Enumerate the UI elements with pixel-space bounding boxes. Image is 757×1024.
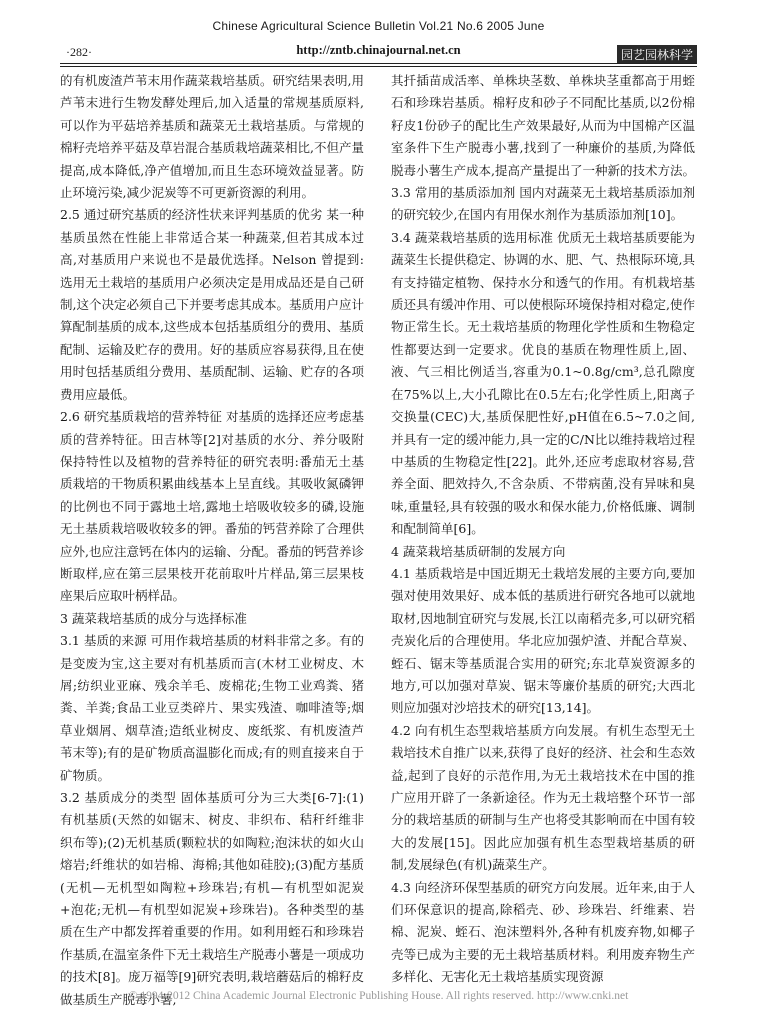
section-heading: 4 蔬菜栽培基质研制的发展方向 <box>391 543 566 559</box>
paragraph: 2.6 研究基质栽培的营养特征 对基质的选择还应考虑基质的营养特征。田吉林等[2]对基质的水分、养分吸附保持特性以及植物的营养特征的研究表明:番茄无土基质栽培的干物质积累曲线基本上呈直线。其吸收氮磷钾的比例也不同于露地土培,露地土培吸收较多的磷,设施无土基质栽培吸收较多的钾。番茄的钙营养除了合理供应外,也应注意钙在体内的运输、分配。番茄的钙营养诊断取样,应在第三层果枝开花前取叶片样品,第三层果枝座果后应取叶柄样品。 <box>60 409 364 604</box>
header-rule <box>60 63 697 64</box>
paragraph: 4.2 向有机生态型栽培基质方向发展。有机生态型无土栽培技术自推广以来,获得了良好的经济、社会和生态效益,起到了良好的示范作用,为无土栽培技术在中国的推广应用开辟了一条新途径。作为无土栽培整个环节一部分的栽培基质的研制与生产也将受其影响而在中国有较大的发展[15]。因此应加强有机生态型栽培基质的研制,发展绿色(有机)蔬菜生产。 <box>391 722 695 873</box>
paragraph: 的有机废渣芦苇末用作蔬菜栽培基质。研究结果表明,用芦苇末进行生物发酵处理后,加入适量的常规基质原料,可以作为平菇培养基质和蔬菜无土栽培基质。与常规的棉籽壳培养平菇及草岩混合基质栽培蔬菜相比,不但产量提高,成本降低,净产值增加,而且生态环境效益显著。防止环境污染,减少泥炭等不可更新资源的利用。 <box>60 73 364 201</box>
paragraph: 3.4 蔬菜栽培基质的选用标准 优质无土栽培基质要能为蔬菜生长提供稳定、协调的水、肥、气、热根际环境,具有支持锚定植物、保持水分和透气的作用。有机栽培基质还具有缓冲作用、可以使根际环境保持相对稳定,使作物正常生长。无土栽培基质的物理化学性质和生物稳定性都要达到一定要求。优良的基质在物理性质上,固、液、气三相比例适当,容重为0.1~0.8g/cm³,总孔隙度在75%以上,大小孔隙比在0.5左右;化学性质上,阳离子交换量(CEC)大,基质保肥性好,pH值在6.5~7.0之间,并具有一定的缓冲能力,具一定的C/N比以维持栽培过程中基质的生物稳定性[22]。此外,还应考虑取材容易,营养全面、肥效持久,不含杂质、不带病菌,没有异味和臭味,重量轻,具有较强的吸水和保水能力,价格低廉、调制和配制简单[6]。 <box>391 229 695 537</box>
header-rule-thin <box>60 66 697 67</box>
journal-url[interactable]: http://zntb.chinajournal.net.cn <box>296 43 461 57</box>
section-label: 园艺园林科学 <box>617 45 697 64</box>
section-heading: 3 蔬菜栽培基质的成分与选择标准 <box>60 610 247 626</box>
left-column <box>60 70 364 1011</box>
paragraph: 3.1 基质的来源 可用作栽培基质的材料非常之多。有的是变废为宝,这主要对有机基质而言(木材工业树皮、木屑;纺织业亚麻、残余羊毛、废棉花;生物工业鸡粪、猪粪、羊粪;食品工业豆类碎片、果实残渣、咖啡渣等;烟草业烟屑、烟草渣;造纸业树皮、废纸浆、有机废渣芦苇末等);有的是矿物质高温膨化而成;有的则直接来自于矿物质。 <box>60 633 364 783</box>
right-column <box>391 70 695 989</box>
paragraph: 3.3 常用的基质添加剂 国内对蔬菜无土栽培基质添加剂的研究较少,在国内有用保水剂作为基质添加剂[10]。 <box>391 185 695 223</box>
paragraph: 4.1 基质栽培是中国近期无土栽培发展的主要方向,要加强对使用效果好、成本低的基质进行研究各地可以就地取材,因地制宜研究与发展,长江以南稻壳多,可以研究稻壳炭化后的合理使用。华北应加强炉渣、并配合草炭、蛭石、锯末等基质混合实用的研究;东北草炭资源多的地方,可以加强对草炭、锯末等廉价基质的研究;大西北则应加强对沙培技术的研究[13,14]。 <box>391 565 695 716</box>
paragraph: 3.2 基质成分的类型 固体基质可分为三大类[6-7]:(1)有机基质(天然的如锯末、树皮、非织布、秸秆纤维非织布等);(2)无机基质(颗粒状的如陶粒;泡沫状的如火山熔岩;纤维状的如岩棉、海棉;其他如硅胶);(3)配方基质(无机—无机型如陶粒+珍珠岩;有机—有机型如泥炭+泡花;无机—有机型如泥炭+珍珠岩)。各种类型的基质在生产中都发挥着重要的作用。如利用蛭石和珍珠岩作基质,在温室条件下无土栽培生产脱毒小薯是一项成功的技术[8]。庞万福等[9]研究表明,栽培蘑菇后的棉籽皮做基质生产脱毒小薯, <box>60 790 364 1007</box>
page-number: ·282· <box>66 45 92 59</box>
copyright-footer: © 1994-2012 China Academic Journal Electronic Publishing House. All rights reserved. http://www.cnki.net <box>128 990 629 1002</box>
paragraph: 其扦插苗成活率、单株块茎数、单株块茎重都高于用蛭石和珍珠岩基质。棉籽皮和砂子不同配比基质,以2份棉籽皮1份砂子的配比生产效果最好,从而为中国棉产区温室条件下生产脱毒小薯,找到了一种廉价的基质,为降低脱毒小薯生产成本,提高产量提出了一种新的技术方法。 <box>391 73 695 178</box>
journal-title: Chinese Agricultural Science Bulletin Vol.21 No.6 2005 June <box>212 19 545 33</box>
paragraph: 2.5 通过研究基质的经济性状来评判基质的优劣 某一种基质虽然在性能上非常适合某一种蔬菜,但若其成本过高,对基质用户来说也不是最优选择。Nelson 曾提到:选用无土栽培的基质用户必须决定是用成品还是自己研制,这个决定必须自己下并要考虑其成本。基质用户应计算配制基质的成本,这些成本包括基质组分的费用、基质配制、运输及贮存的费用。好的基质应容易获得,且在使用时包括基质组分费用、基质配制、运输、贮存的各项费用应最低。 <box>60 207 364 402</box>
paragraph: 4.3 向经济环保型基质的研究方向发展。近年来,由于人们环保意识的提高,除稻壳、砂、珍珠岩、纤维素、岩棉、泥炭、蛭石、泡沫塑料外,各种有机废弃物,如椰子壳等已成为主要的无土栽培基质材料。利用废弃物生产多样化、无害化无土栽培基质实现资源 <box>391 879 695 985</box>
page-header <box>0 0 757 68</box>
